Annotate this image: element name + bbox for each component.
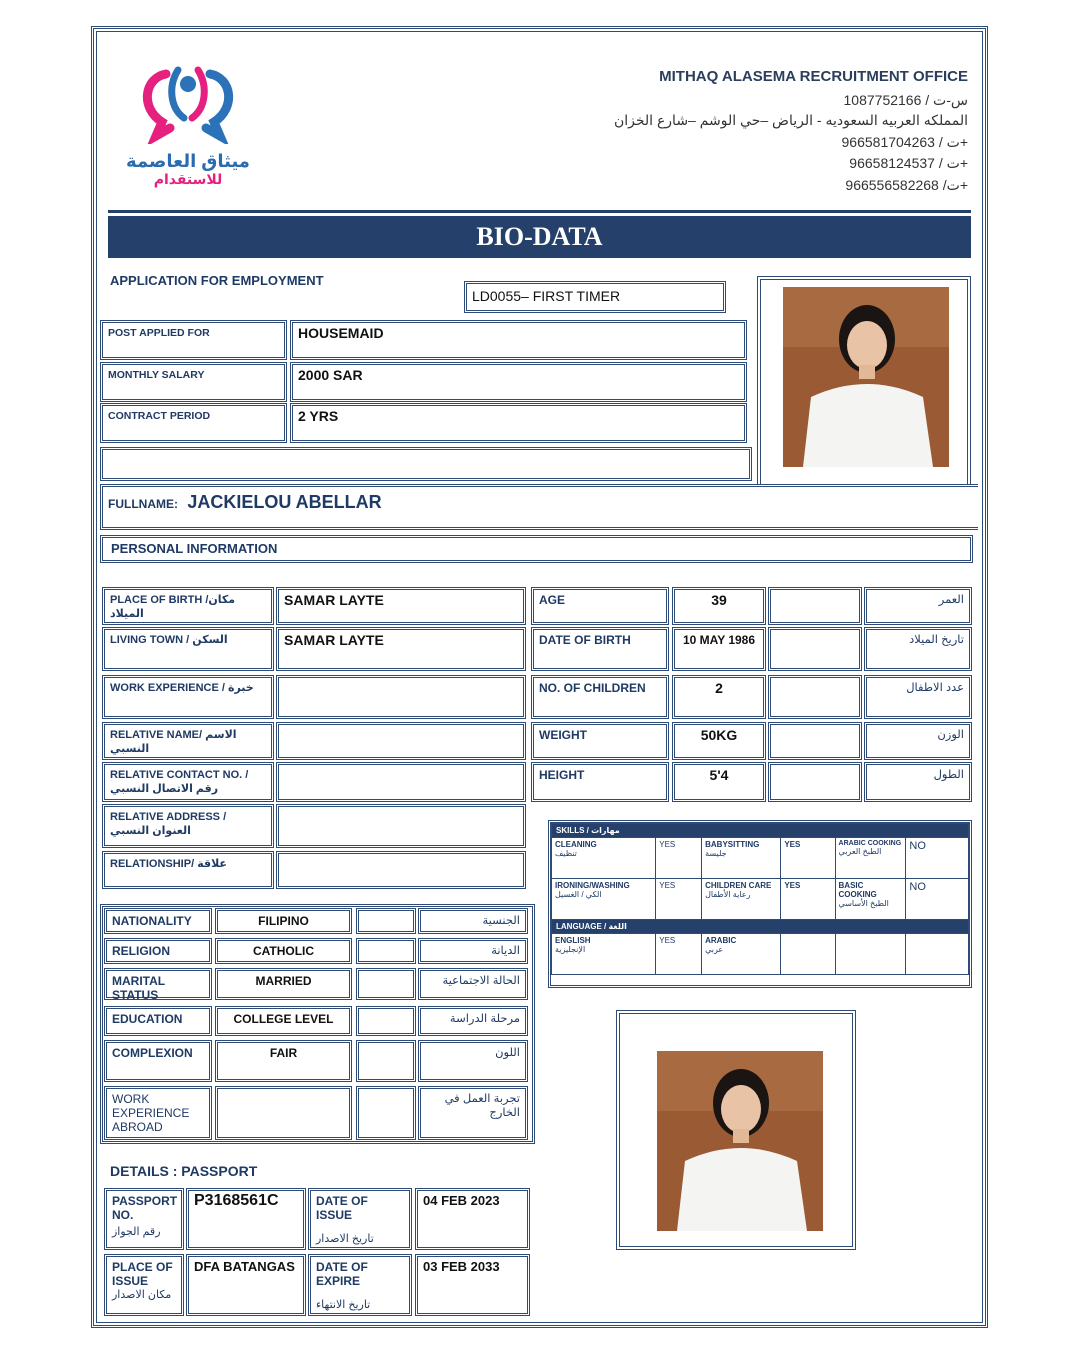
- marital-status-arabic: الحالة الاجتماعية: [418, 968, 528, 1000]
- lang-blank: [835, 934, 906, 975]
- skill-children-care: CHILDREN CARE: [705, 881, 772, 890]
- office-name: MITHAQ ALASEMA RECRUITMENT OFFICE: [659, 68, 968, 85]
- logo-subtitle: للاستقدام: [153, 171, 223, 187]
- age-label: AGE: [531, 587, 669, 625]
- skill-cleaning: CLEANING: [555, 840, 597, 849]
- skill-ironing: IRONING/WASHING: [555, 881, 630, 890]
- skill-babysitting-value: YES: [781, 838, 835, 879]
- complexion-label: COMPLEXION: [104, 1040, 212, 1082]
- work-abroad-arabic: تجربة العمل في الخارج: [418, 1086, 528, 1140]
- relative-name-label: RELATIVE NAME/ الاسم النسبي: [102, 722, 274, 760]
- nationality-value: FILIPINO: [215, 908, 352, 934]
- date-of-expire-value: 03 FEB 2033: [415, 1254, 530, 1316]
- nationality-blank: [356, 908, 416, 934]
- fullname-row: [100, 484, 978, 530]
- dob-label: DATE OF BIRTH: [531, 627, 669, 671]
- fullname-value: JACKIELOU ABELLAR: [187, 492, 382, 512]
- religion-blank: [356, 938, 416, 964]
- applicant-photo-frame-2: [616, 1010, 856, 1250]
- skill-arabic-cooking-ar: الطبخ العربي: [838, 847, 882, 856]
- marital-status-value: MARRIED: [215, 968, 352, 1000]
- date-of-expire-label: [308, 1254, 412, 1316]
- skill-arabic-cooking-value: NO: [906, 838, 969, 879]
- applicant-portrait-icon: [783, 287, 949, 467]
- religion-label: RELIGION: [104, 938, 212, 964]
- office-address: المملكه العربيه السعوديه - الرياض –حي الوشم –شارع الخزان: [613, 112, 968, 128]
- language-header: LANGUAGE / اللغة: [552, 920, 969, 934]
- skill-arabic-cooking: ARABIC COOKING: [838, 840, 902, 847]
- height-blank: [768, 762, 862, 802]
- children-value: 2: [672, 675, 766, 719]
- nationality-label: NATIONALITY: [104, 908, 212, 934]
- education-arabic: مرحلة الدراسة: [418, 1006, 528, 1036]
- salary-label: MONTHLY SALARY: [100, 362, 287, 402]
- age-value: 39: [672, 587, 766, 625]
- religion-value: CATHOLIC: [215, 938, 352, 964]
- date-of-issue-label: [308, 1188, 412, 1250]
- applicant-portrait-icon-2: [657, 1051, 823, 1231]
- application-label: APPLICATION FOR EMPLOYMENT: [110, 273, 324, 288]
- complexion-blank: [356, 1040, 416, 1082]
- skill-children-care-ar: رعاية الأطفال: [705, 890, 751, 899]
- skill-babysitting-ar: جليسة: [705, 849, 727, 858]
- date-of-expire-label-text: DATE OF EXPIRE: [316, 1260, 368, 1288]
- company-logo: [126, 64, 250, 188]
- children-blank: [768, 675, 862, 719]
- skill-cleaning-ar: تنظيف: [555, 849, 577, 858]
- language-row: [552, 934, 969, 975]
- education-label: EDUCATION: [104, 1006, 212, 1036]
- blank-row: [100, 447, 752, 481]
- relative-address-label: RELATIVE ADDRESS / العنوان النسبي: [102, 804, 274, 848]
- lang-arabic-value: [781, 934, 835, 975]
- height-arabic: الطول: [864, 762, 972, 802]
- skill-ironing-ar: الكي / الغسيل: [555, 890, 602, 899]
- children-arabic: عدد الاطفال: [864, 675, 972, 719]
- marital-status-blank: [356, 968, 416, 1000]
- skill-basic-cooking-value: NO: [906, 879, 969, 920]
- weight-value: 50KG: [672, 722, 766, 760]
- relationship-label: RELATIONSHIP/ علاقة: [102, 851, 274, 889]
- applicant-photo-frame: [757, 276, 971, 488]
- living-town-value: SAMAR LAYTE: [276, 627, 526, 671]
- passport-no-label-ar: رقم الجواز: [112, 1226, 161, 1238]
- lang-english-ar: الإنجليزية: [555, 945, 586, 954]
- lang-english: ENGLISH: [555, 936, 591, 945]
- work-experience-label: WORK EXPERIENCE / خبرة: [102, 675, 274, 719]
- lang-arabic: ARABIC: [705, 936, 737, 945]
- skills-row: [552, 879, 969, 920]
- living-town-label: LIVING TOWN / السكن: [102, 627, 274, 671]
- place-of-birth-value: SAMAR LAYTE: [276, 587, 526, 625]
- skill-cleaning-value: YES: [656, 838, 702, 879]
- passport-no-label-text: PASSPORT NO.: [112, 1194, 178, 1222]
- lang-blank: [906, 934, 969, 975]
- nationality-arabic: الجنسية: [418, 908, 528, 934]
- work-abroad-label: WORK EXPERIENCE ABROAD: [104, 1086, 212, 1140]
- dob-blank: [768, 627, 862, 671]
- skill-basic-cooking-ar: الطبخ الأساسي: [838, 899, 889, 908]
- dob-arabic: تاريخ الميلاد: [864, 627, 972, 671]
- religion-arabic: الديانة: [418, 938, 528, 964]
- date-of-issue-label-text: DATE OF ISSUE: [316, 1194, 368, 1222]
- height-value: 5'4: [672, 762, 766, 802]
- relative-address-value: [276, 804, 526, 848]
- work-abroad-blank: [356, 1086, 416, 1140]
- office-cr: س-ت / 1087752166: [843, 92, 968, 108]
- weight-label: WEIGHT: [531, 722, 669, 760]
- relative-name-value: [276, 722, 526, 760]
- weight-arabic: الوزن: [864, 722, 972, 760]
- date-of-issue-label-ar: تاريخ الاصدار: [316, 1233, 374, 1245]
- passport-section-label: DETAILS : PASSPORT: [110, 1163, 258, 1179]
- office-phone-2: ت / 96658124537+: [849, 155, 968, 171]
- lang-arabic-ar: عربي: [705, 945, 724, 954]
- marital-status-label: MARITAL STATUS: [104, 968, 212, 1000]
- contract-value: 2 YRS: [290, 403, 747, 443]
- date-of-issue-value: 04 FEB 2023: [415, 1188, 530, 1250]
- lang-english-value: YES: [656, 934, 702, 975]
- office-phone-3: ت/ 966556582268+: [845, 177, 968, 193]
- education-blank: [356, 1006, 416, 1036]
- complexion-value: FAIR: [215, 1040, 352, 1082]
- logo-name: ميثاق العاصمة: [126, 151, 250, 171]
- date-of-expire-label-ar: تاريخ الانتهاء: [316, 1299, 371, 1311]
- dob-value: 10 MAY 1986: [672, 627, 766, 671]
- post-label: POST APPLIED FOR: [100, 320, 287, 360]
- header-rule: [108, 210, 971, 213]
- work-experience-value: [276, 675, 526, 719]
- place-of-issue-value: DFA BATANGAS: [186, 1254, 306, 1316]
- passport-no-label: [104, 1188, 184, 1250]
- weight-blank: [768, 722, 862, 760]
- work-abroad-value: [215, 1086, 352, 1140]
- place-of-birth-label: PLACE OF BIRTH /مكان الميلاد: [102, 587, 274, 625]
- post-value: HOUSEMAID: [290, 320, 747, 360]
- office-phone-1: ت / 966581704263+: [841, 134, 968, 150]
- height-label: HEIGHT: [531, 762, 669, 802]
- logo-figures-icon: [126, 64, 250, 144]
- age-arabic: العمر: [864, 587, 972, 625]
- passport-no-value: P3168561C: [186, 1188, 306, 1250]
- skill-babysitting: BABYSITTING: [705, 840, 760, 849]
- skills-table: [548, 820, 972, 988]
- skill-ironing-value: YES: [656, 879, 702, 920]
- fullname-label: FULLNAME:: [108, 497, 178, 511]
- children-label: NO. OF CHILDREN: [531, 675, 669, 719]
- relationship-value: [276, 851, 526, 889]
- skills-header: SKILLS / مهارات: [552, 824, 969, 838]
- relative-contact-label: RELATIVE CONTACT NO. / رقم الاتصال النسبي: [102, 762, 274, 802]
- complexion-arabic: اللون: [418, 1040, 528, 1082]
- skills-row: [552, 838, 969, 879]
- skill-children-care-value: YES: [781, 879, 835, 920]
- age-blank: [768, 587, 862, 625]
- contract-label: CONTRACT PERIOD: [100, 403, 287, 443]
- salary-value: 2000 SAR: [290, 362, 747, 402]
- reference-code: LD0055– FIRST TIMER: [464, 281, 726, 313]
- relative-contact-value: [276, 762, 526, 802]
- place-of-issue-label: [104, 1254, 184, 1316]
- page-title: BIO-DATA: [108, 216, 971, 258]
- place-of-issue-label-ar: مكان الاصدار: [112, 1289, 172, 1301]
- skill-basic-cooking: BASIC COOKING: [838, 881, 877, 899]
- personal-info-header: PERSONAL INFORMATION: [100, 535, 973, 563]
- education-value: COLLEGE LEVEL: [215, 1006, 352, 1036]
- place-of-issue-label-text: PLACE OF ISSUE: [112, 1260, 173, 1288]
